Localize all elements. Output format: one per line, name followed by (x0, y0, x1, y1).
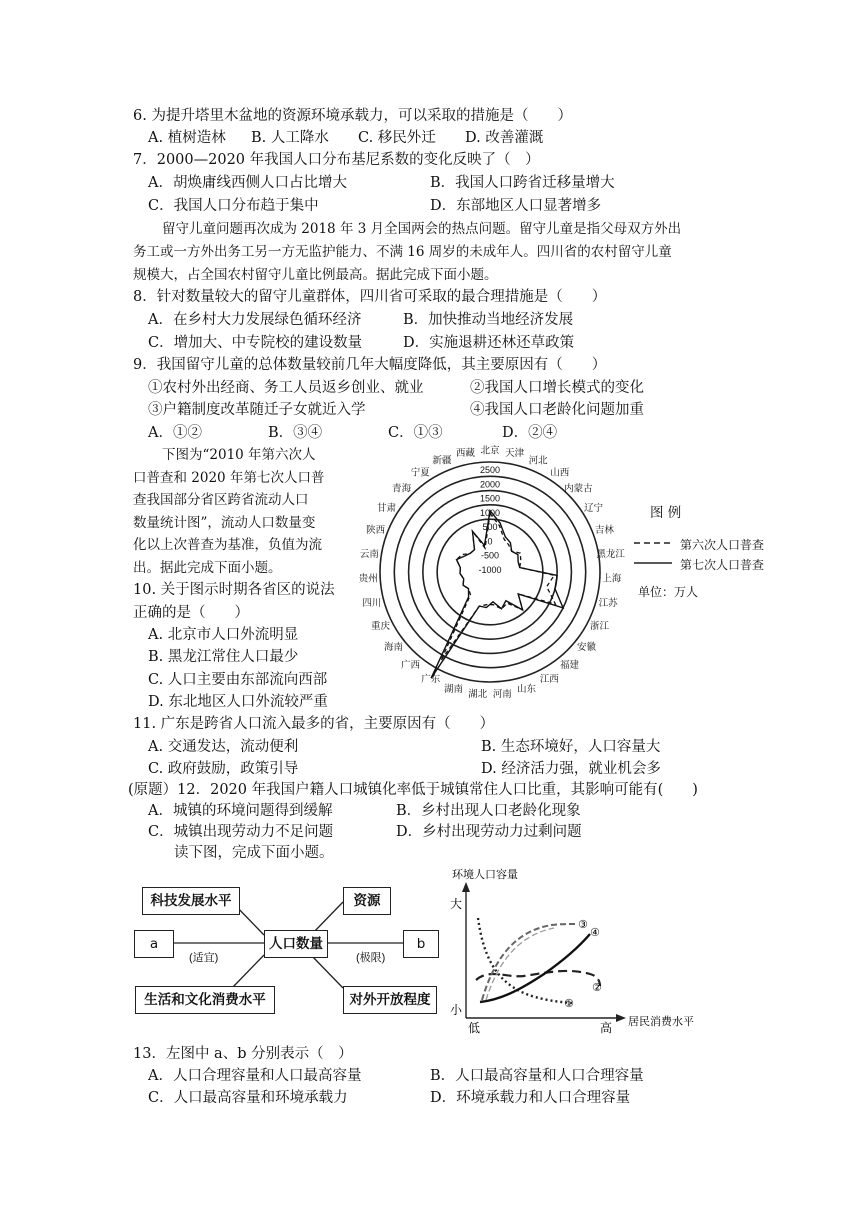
radar-province-label: 安徽 (576, 642, 597, 654)
passage-children-line-2: 务工或一方外出务工另一方无监护能力、不满 16 周岁的未成年人。四川省的农村留守儿童 (133, 244, 672, 260)
radar-province-label: 上海 (602, 573, 622, 585)
radar-province-label: 广东 (421, 674, 441, 686)
curve-xlabel: 居民消费水平 (628, 1016, 694, 1028)
q9-option-c: C．①③ (388, 425, 443, 441)
radar-ring-label: 2000 (479, 479, 501, 490)
radar-province-label: 甘肃 (376, 503, 397, 514)
q11-option-a: A. 交通发达，流动便利 (148, 739, 299, 755)
radar-province-label: 山西 (550, 467, 570, 479)
q9-option-b: B．③④ (268, 425, 323, 441)
curve-x-low: 低 (468, 1021, 481, 1035)
q9-stem: 9．我国留守儿童的总体数量较前几年大幅度降低，其主要原因有（ ） (133, 357, 607, 373)
q6-option-c: C. 移民外迁 (358, 130, 436, 146)
passage-children-line-3: 规模大，占全国农村留守儿童比例最高。据此完成下面小题。 (133, 267, 498, 283)
q8-option-c: C．增加大、中专院校的建设数量 (148, 335, 363, 351)
radar-province-label: 青海 (392, 483, 412, 495)
radar-province-label: 西藏 (455, 448, 475, 459)
box-openness: 对外开放程度 (343, 986, 437, 1014)
q13-option-a: A．人口合理容量和人口最高容量 (148, 1068, 362, 1084)
radar-province-label: 四川 (362, 598, 382, 610)
q9-item-1: ①农村外出经商、务工人员返乡创业、就业 (148, 380, 424, 396)
curve-y-high: 大 (450, 897, 463, 911)
curve-label-3: ③ (578, 919, 588, 931)
radar-legend-6th: 第六次人口普查 (680, 538, 765, 552)
q6-option-b: B. 人工降水 (251, 130, 329, 146)
label-suitable: (适宜) (189, 952, 219, 964)
radar-province-label: 重庆 (370, 621, 391, 633)
passage-children-line-1: 留守儿童问题再次成为 2018 年 3 月全国两会的热点问题。留守儿童是指父母双方外出 (162, 221, 682, 237)
q7-stem: 7．2000—2020 年我国人口分布基尼系数的变化反映了（ ） (133, 152, 540, 168)
q13-option-b: B．人口最高容量和人口合理容量 (430, 1068, 644, 1084)
radar-province-label: 内蒙古 (564, 483, 593, 495)
q7-option-b: B．我国人口跨省迁移量增大 (430, 175, 615, 191)
radar-ring-label: -1000 (478, 565, 502, 575)
radar-province-label: 黑龙江 (596, 549, 625, 560)
q11-option-c: C. 政府鼓励，政策引导 (148, 761, 299, 777)
curve-label-2: ② (592, 982, 602, 994)
radar-province-label: 江西 (539, 674, 559, 686)
radar-province-label: 陕西 (366, 525, 386, 537)
q10-stem-line-2: 正确的是（ ） (133, 605, 249, 621)
radar-ring-label: 1500 (479, 493, 501, 504)
q9-item-4: ④我国人口老龄化问题加重 (470, 402, 644, 418)
radar-province-label: 河南 (492, 688, 512, 700)
radar-province-label: 云南 (359, 549, 379, 560)
q11-stem: 11. 广东是跨省人口流入最多的省，主要原因有（ ） (133, 716, 495, 732)
radar-province-label: 广西 (400, 660, 421, 672)
label-limit: (极限) (356, 952, 386, 964)
q9-option-a: A．①② (148, 425, 202, 441)
q9-item-3: ③户籍制度改革随迁子女就近入学 (148, 402, 366, 418)
q8-option-d: D．实施退耕还林还草政策 (403, 335, 575, 351)
radar-legend-title: 图 例 (650, 505, 682, 521)
q10-option-a: A. 北京市人口外流明显 (148, 627, 299, 643)
curve-label-4: ④ (590, 927, 600, 939)
q10-option-c: C. 人口主要由东部流向西部 (148, 672, 328, 688)
curve-label-1: ① (564, 998, 574, 1010)
passage-radar-line-1: 下图为“2010 年第六次人 (162, 447, 316, 463)
radar-province-label: 天津 (505, 448, 525, 459)
passage-radar-line-6: 出。据此完成下面小题。 (133, 560, 282, 576)
box-resource: 资源 (343, 887, 391, 915)
q13-option-c: C．人口最高容量和环境承载力 (148, 1090, 348, 1106)
q6-option-a: A. 植树造林 (148, 130, 226, 146)
q7-option-a: A．胡焕庸线西侧人口占比增大 (148, 175, 347, 191)
curve-x-high: 高 (600, 1021, 613, 1035)
radar-ring-label: 0 (487, 536, 493, 547)
q12-option-b: B．乡村出现人口老龄化现象 (396, 803, 581, 819)
radar-province-label: 辽宁 (583, 503, 604, 514)
curve-1 (478, 918, 572, 1003)
passage-radar-line-5: 化以上次普查为基准，负值为流 (133, 537, 322, 553)
q8-option-b: B．加快推动当地经济发展 (403, 312, 574, 328)
q10-option-d: D. 东北地区人口外流较严重 (148, 694, 328, 710)
radar-province-label: 山东 (516, 683, 537, 695)
box-tech-level: 科技发展水平 (142, 887, 240, 915)
q9-item-2: ②我国人口增长模式的变化 (470, 380, 644, 396)
radar-province-label: 福建 (559, 660, 580, 672)
radar-province-label: 湖南 (443, 683, 464, 695)
box-b: b (403, 930, 439, 958)
box-a: a (134, 930, 174, 958)
q13-stem: 13．左图中 a、b 分别表示（ ） (133, 1046, 353, 1062)
q13-option-d: D．环境承载力和人口合理容量 (430, 1090, 631, 1106)
radar-province-label: 宁夏 (410, 467, 430, 479)
radar-province-label: 新疆 (432, 455, 452, 467)
q11-option-d: D. 经济活力强，就业机会多 (481, 761, 661, 777)
q12-option-c: C．城镇出现劳动力不足问题 (148, 824, 334, 840)
box-living-level: 生活和文化消费水平 (135, 986, 275, 1014)
q12-option-d: D．乡村出现劳动力过剩问题 (396, 824, 582, 840)
radar-province-label: 江苏 (598, 598, 618, 610)
passage-radar-line-2: 口普查和 2020 年第七次人口普 (133, 470, 325, 486)
curve-y-low: 小 (450, 1003, 463, 1017)
q12-stem: (原题）12．2020 年我国户籍人口城镇化率低于城镇常住人口比重，其影响可能有( ) (128, 782, 698, 798)
q8-stem: 8．针对数量较大的留守儿童群体，四川省可采取的最合理措施是（ ） (133, 289, 607, 305)
capacity-curves-chart (440, 862, 740, 1040)
curve-4 (480, 934, 590, 1002)
q7-option-d: D．东部地区人口显著增多 (430, 198, 602, 214)
radar-ring-label: 2500 (479, 465, 501, 475)
q12-option-a: A．城镇的环境问题得到缓解 (148, 803, 333, 819)
q7-option-c: C．我国人口分布趋于集中 (148, 198, 319, 214)
radar-province-label: 北京 (480, 445, 500, 457)
radar-unit: 单位：万人 (638, 585, 699, 599)
q6-stem: 6. 为提升塔里木盆地的资源环境承载力，可以采取的措施是（ ） (133, 108, 572, 124)
radar-province-label: 海南 (383, 642, 404, 654)
radar-legend-swatches (632, 538, 674, 568)
radar-ring-label: 1000 (479, 507, 501, 518)
intro-diagram: 读下图，完成下面小题。 (174, 845, 334, 861)
q11-option-b: B. 生态环境好，人口容量大 (481, 739, 661, 755)
migration-radar-chart (358, 440, 625, 702)
radar-province-label: 贵州 (358, 573, 378, 585)
radar-province-label: 湖北 (468, 688, 488, 700)
q10-option-b: B. 黑龙江常住人口最少 (148, 649, 299, 665)
q10-stem-line-1: 10. 关于图示时期各省区的说法 (133, 582, 335, 598)
radar-province-label: 吉林 (594, 525, 614, 537)
q8-option-a: A．在乡村大力发展绿色循环经济 (148, 312, 362, 328)
radar-legend-7th: 第七次人口普查 (680, 558, 765, 572)
q9-option-d: D．②④ (502, 425, 558, 441)
radar-province-label: 浙江 (589, 621, 610, 633)
passage-radar-line-4: 数量统计图”，流动人口数量变 (133, 515, 316, 531)
radar-ring-label: 500 (482, 522, 498, 533)
radar-province-label: 河北 (528, 455, 548, 467)
q6-option-d: D. 改善灌溉 (465, 130, 544, 146)
radar-ring-label: -500 (480, 550, 500, 561)
passage-radar-line-3: 查我国部分省区跨省流动人口 (133, 492, 309, 508)
curve-ylabel: 环境人口容量 (452, 869, 518, 881)
box-population: 人口数量 (264, 930, 328, 958)
